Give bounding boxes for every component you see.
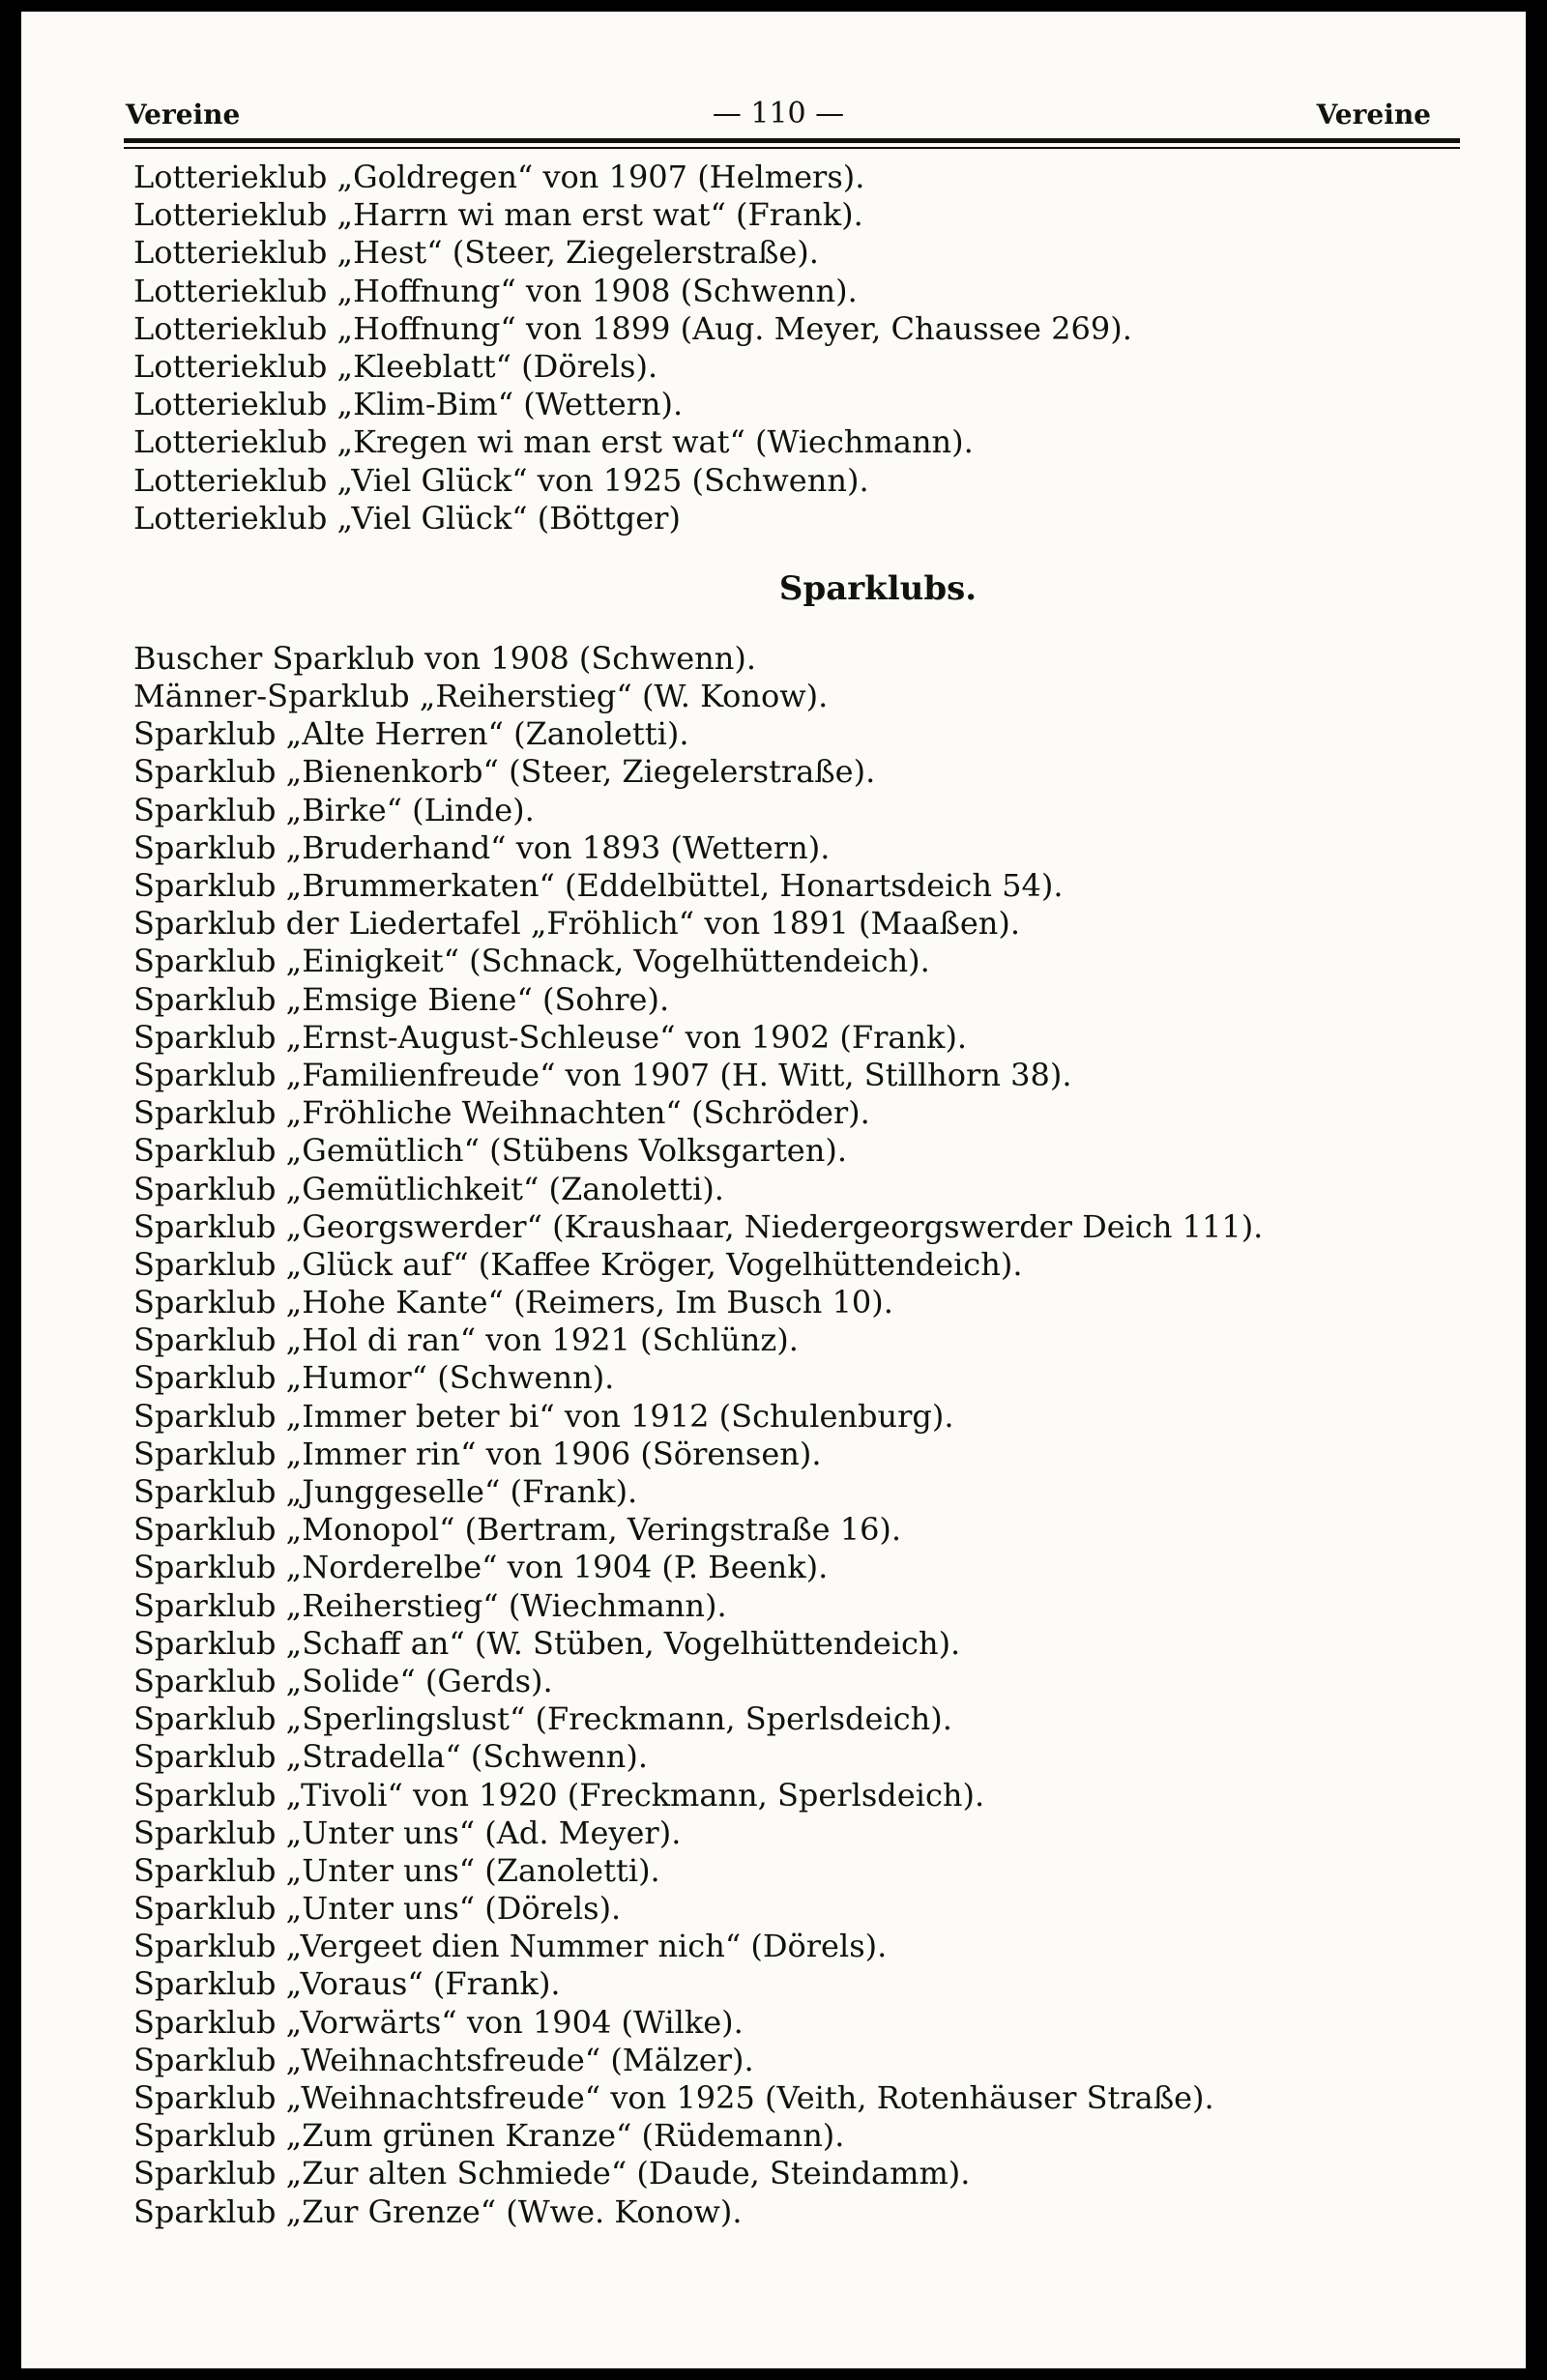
spar-klub-list	[133, 640, 1390, 2231]
spar-klub-entry: Sparklub „Voraus“ (Frank).	[133, 1965, 561, 2003]
header-right: Vereine	[1316, 99, 1431, 131]
entries-list	[133, 159, 1390, 2231]
spar-klub-entry: Sparklub „Fröhliche Weihnachten“ (Schröder).	[133, 1094, 870, 1132]
spar-klub-entry: Sparklub „Einigkeit“ (Schnack, Vogelhüttendeich).	[133, 943, 930, 980]
spar-klub-entry: Sparklub „Glück auf“ (Kaffee Kröger, Vogelhüttendeich).	[133, 1245, 1023, 1283]
page-header	[126, 97, 1431, 139]
spar-klub-entry: Sparklub „Schaff an“ (W. Stüben, Vogelhüttendeich).	[133, 1624, 961, 1662]
header-left: Vereine	[126, 99, 241, 131]
spar-klub-entry: Sparklub „Immer beter bi“ von 1912 (Schulenburg).	[133, 1397, 954, 1435]
spar-klub-entry: Sparklub „Birke“ (Linde).	[133, 791, 535, 828]
spar-klub-entry: Sparklub „Gemütlich“ (Stübens Volksgarten).	[133, 1132, 847, 1170]
spar-klub-entry: Sparklub „Junggeselle“ (Frank).	[133, 1473, 638, 1510]
spar-klub-entry: Sparklub „Zur Grenze“ (Wwe. Konow).	[133, 2192, 743, 2230]
lotterie-klub-entry: Lotterieklub „Goldregen“ von 1907 (Helmers).	[133, 159, 865, 195]
spar-klub-entry: Sparklub „Hol di ran“ von 1921 (Schlünz).	[133, 1321, 799, 1359]
spar-klub-entry: Buscher Sparklub von 1908 (Schwenn).	[133, 639, 757, 677]
lotterie-klub-list	[133, 159, 1390, 537]
lotterie-klub-entry: Lotterieklub „Viel Glück“ (Böttger)	[133, 499, 681, 537]
header-rule-thin	[124, 147, 1460, 149]
lotterie-klub-entry: Lotterieklub „Harrn wi man erst wat“ (Frank).	[133, 196, 863, 234]
spar-klub-entry: Sparklub „Ernst-August-Schleuse“ von 1902 (Frank).	[133, 1018, 968, 1056]
lotterie-klub-entry: Lotterieklub „Hest“ (Steer, Ziegelerstraße).	[133, 234, 819, 272]
spar-klub-entry: Sparklub „Unter uns“ (Dörels).	[133, 1890, 622, 1928]
spar-klub-entry: Sparklub „Bienenkorb“ (Steer, Ziegelerstraße).	[133, 753, 876, 791]
lotterie-klub-entry: Lotterieklub „Kleeblatt“ (Dörels).	[133, 347, 658, 385]
spar-klub-entry: Sparklub „Weihnachtsfreude“ von 1925 (Veith, Rotenhäuser Straße).	[133, 2079, 1214, 2116]
lotterie-klub-entry: Lotterieklub „Hoffnung“ von 1908 (Schwenn).	[133, 272, 858, 309]
lotterie-klub-entry: Lotterieklub „Hoffnung“ von 1899 (Aug. Meyer, Chaussee 269).	[133, 309, 1132, 347]
section-title-sparklubs: Sparklubs.	[778, 568, 978, 608]
spar-klub-entry: Männer-Sparklub „Reiherstieg“ (W. Konow).	[133, 678, 829, 715]
spar-klub-entry: Sparklub „Humor“ (Schwenn).	[133, 1359, 615, 1397]
lotterie-klub-entry: Lotterieklub „Klim-Bim“ (Wettern).	[133, 386, 684, 423]
spar-klub-entry: Sparklub „Tivoli“ von 1920 (Freckmann, Sperlsdeich).	[133, 1776, 985, 1814]
spar-klub-entry: Sparklub „Reiherstieg“ (Wiechmann).	[133, 1586, 727, 1624]
spar-klub-entry: Sparklub „Unter uns“ (Zanoletti).	[133, 1851, 660, 1889]
document-page	[21, 12, 1526, 2368]
spar-klub-entry: Sparklub „Solide“ (Gerds).	[133, 1662, 553, 1699]
spar-klub-entry: Sparklub „Hohe Kante“ (Reimers, Im Busch 10).	[133, 1284, 893, 1321]
spar-klub-entry: Sparklub „Familienfreude“ von 1907 (H. Witt, Stillhorn 38).	[133, 1056, 1072, 1093]
spar-klub-entry: Sparklub „Zur alten Schmiede“ (Daude, Steindamm).	[133, 2155, 971, 2192]
spar-klub-entry: Sparklub „Immer rin“ von 1906 (Sörensen).	[133, 1435, 822, 1472]
lotterie-klub-entry: Lotterieklub „Kregen wi man erst wat“ (Wiechmann).	[133, 423, 974, 461]
spar-klub-entry: Sparklub „Norderelbe“ von 1904 (P. Beenk).	[133, 1549, 829, 1586]
spar-klub-entry: Sparklub „Georgswerder“ (Kraushaar, Niedergeorgswerder Deich 111).	[133, 1207, 1264, 1245]
spar-klub-entry: Sparklub „Zum grünen Kranze“ (Rüdemann).	[133, 2117, 845, 2155]
spar-klub-entry: Sparklub „Vorwärts“ von 1904 (Wilke).	[133, 2003, 744, 2041]
header-rule-thick	[124, 138, 1460, 143]
page-number: — 110 —	[712, 97, 845, 131]
spar-klub-entry: Sparklub „Alte Herren“ (Zanoletti).	[133, 715, 689, 753]
spar-klub-entry: Sparklub „Unter uns“ (Ad. Meyer).	[133, 1814, 682, 1851]
spar-klub-entry: Sparklub „Brummerkaten“ (Eddelbüttel, Honartsdeich 54).	[133, 867, 1064, 904]
spar-klub-entry: Sparklub „Monopol“ (Bertram, Veringstraße 16).	[133, 1511, 902, 1549]
spar-klub-entry: Sparklub „Weihnachtsfreude“ (Mälzer).	[133, 2041, 754, 2078]
spar-klub-entry: Sparklub der Liedertafel „Fröhlich“ von 1891 (Maaßen).	[133, 905, 1021, 943]
spar-klub-entry: Sparklub „Vergeet dien Nummer nich“ (Dörels).	[133, 1928, 888, 1965]
spar-klub-entry: Sparklub „Bruderhand“ von 1893 (Wettern).	[133, 828, 831, 866]
spar-klub-entry: Sparklub „Emsige Biene“ (Sohre).	[133, 980, 670, 1018]
lotterie-klub-entry: Lotterieklub „Viel Glück“ von 1925 (Schwenn).	[133, 461, 869, 499]
spar-klub-entry: Sparklub „Stradella“ (Schwenn).	[133, 1738, 649, 1776]
spar-klub-entry: Sparklub „Gemütlichkeit“ (Zanoletti).	[133, 1170, 724, 1207]
spar-klub-entry: Sparklub „Sperlingslust“ (Freckmann, Sperlsdeich).	[133, 1700, 952, 1738]
